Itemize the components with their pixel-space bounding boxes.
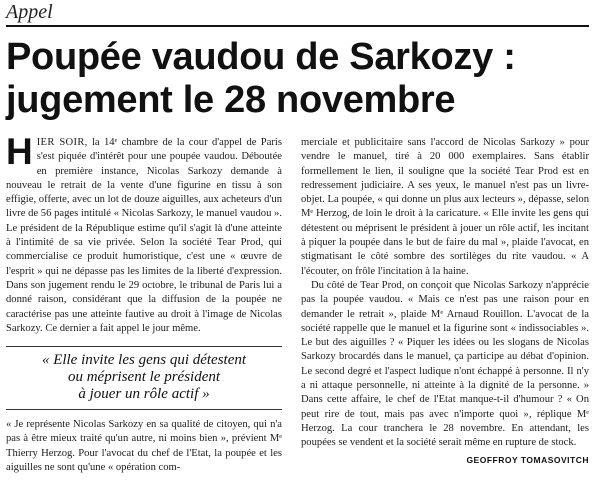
headline <box>6 36 589 122</box>
article-paragraph-3: Du côté de Tear Prod, on conçoit que Nicolas Sarkozy n'apprécie pas la poupée vaudou. « Mais ce n'est pas une raison pour en demander le retrait », plaide Mᵉ Arnaud Rouillon. L'avocat de la société rappelle que le manuel et la figurine sont « indissociables ». Le but des aiguilles ? « Piquer les idées ou les slogans de Nicolas Sarkozy brocardés dans le manuel, ça participe au débat d'opinion. Le second degré et l'aspect ludique n'ont échappé à personne. Il n'y a ni attaque personnelle, ni atteinte à la dignité de la personne. » Dans cette affaire, le chef de l'Etat manque-t-il d'humour ? « On peut rire de tout, mais pas avec n'importe quoi », réplique Mᵉ Herzog. La cour tranchera le 28 novembre. En attendant, les poupées se vendent et la société serait même en rupture de stock. <box>301 279 589 449</box>
article-paragraph-2-continued: merciale et publicitaire sans l'accord de Nicolas Sarkozy » pour vendre le manuel, tiré à 20 000 exemplaires. Sans établir formellement le lien, il souligne que la société Tear Prod est en redressement judiciaire. A ses yeux, le manuel n'est pas un livre-objet. La poupée, « qui donne un plus aux lecteurs », dépasse, selon Mᵉ Herzog, de loin le droit à la caricature. « Elle invite les gens qui détestent ou méprisent le président à jouer un rôle actif, les incitant à piquer la poupée dans le but de faire du mal », plaide l'avocat, en stigmatisant le côté sombre des sortilèges du rite vaudou. « A l'écouter, on frôle l'incitation à la haine. <box>301 137 589 277</box>
headline-line-2: jugement le 28 novembre <box>6 79 456 121</box>
pull-quote-line-3: à jouer un rôle actif » <box>78 386 210 403</box>
pull-quote-line-2: ou méprisent le président <box>67 369 221 386</box>
headline-line-1: Poupée vaudou de Sarkozy : <box>6 36 516 78</box>
article-paragraph-2: « Je représente Nicolas Sarkozy en sa qualité de citoyen, qui n'a pas à être mieux traité qu'un autre, ni moins bien », prévient Mᵉ Thierry Herzog. Pour l'avocat du chef de l'Etat, la poupée et les aiguilles ne sont qu'une « opération com- <box>6 419 282 474</box>
article-column-right <box>301 136 589 467</box>
pull-quote-line-1: « Elle invite les gens qui détestent <box>41 352 247 369</box>
drop-cap: H <box>6 131 33 172</box>
pull-quote <box>6 346 282 410</box>
rubric-divider <box>6 25 589 27</box>
section-rubric: Appel <box>6 1 53 23</box>
article-column-left <box>6 131 282 475</box>
lead-words: IER SOIR, <box>36 137 88 148</box>
article-paragraph-1 <box>6 131 282 336</box>
byline: GEOFFROY TOMASOVITCH <box>466 454 589 465</box>
paragraph-1-text: la 14ᵉ chambre de la cour d'appel de Paris s'est piquée d'intérêt pour une poupée vaudou. Déboutée en première instance, Nicolas Sarkozy demande à nouveau le retrait de la vente d'une figurine en tissu à son effigie, offerte, avec un lot de douze aiguilles, aux acheteurs d'un livre de 56 pages intitulé « Nicolas Sarkozy, le manuel vaudou ». Le président de la République estime qu'il s'agit là d'une atteinte à l'intimité de sa vie privée. Selon la société Tear Prod, qui commercialise ce produit humoristique, c'est une « œuvre de l'esprit » qui ne dépasse pas les limites de la liberté d'expression. Dans son jugement rendu le 29 octobre, le tribunal de Paris lui a donné raison, considérant que la diffusion de la poupée ne caractérise pas une atteinte fautive au droit à l'image de Nicolas Sarkozy. Ce dernier a fait appel le jour même. <box>6 137 282 334</box>
